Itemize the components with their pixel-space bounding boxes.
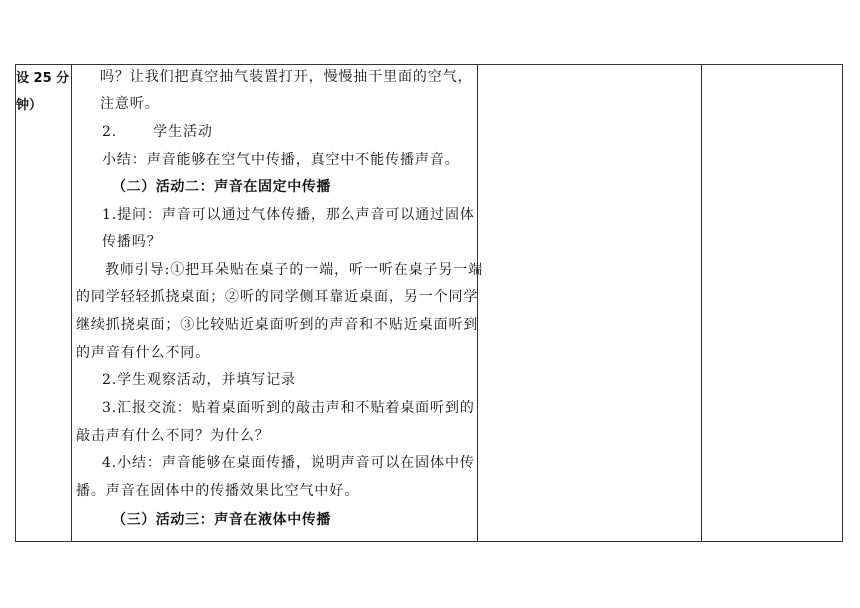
content-line: 小结：声音能够在空气中传播，真空中不能传播声音。 (102, 152, 460, 168)
content-line: 1.提问：声音可以通过气体传播，那么声音可以通过固体 (102, 207, 475, 223)
content-line: 继续抓挠桌面；③比较贴近桌面听到的声音和不贴近桌面听到 (76, 317, 479, 333)
table-row (16, 65, 843, 542)
content-line: 敲击声有什么不同？为什么？ (76, 428, 270, 444)
time-cell (16, 65, 72, 542)
content-line: 的同学轻轻抓挠桌面；②听的同学侧耳靠近桌面，另一个同学 (76, 289, 479, 305)
empty-cell (478, 65, 702, 542)
section-heading: （三）活动三：声音在液体中传播 (112, 512, 331, 528)
content-line: 吗？让我们把真空抽气装置打开，慢慢抽干里面的空气， (100, 69, 473, 85)
section-heading: （二）活动二：声音在固定中传播 (112, 179, 331, 195)
empty-cell (702, 65, 843, 542)
content-line: 注意听。 (100, 96, 160, 112)
content-line (102, 123, 213, 141)
content-line: 播。声音在固体中的传播效果比空气中好。 (76, 483, 360, 499)
time-cell-line-2: 钟） (16, 98, 43, 113)
item-number: 2. (102, 124, 118, 140)
content-line: 传播吗？ (102, 234, 162, 250)
time-cell-line-1: 设 25 分 (16, 71, 70, 86)
content-line: 2.学生观察活动，并填写记录 (102, 372, 296, 388)
content-line: 4.小结：声音能够在桌面传播，说明声音可以在固体中传 (102, 455, 475, 471)
content-line: 3.汇报交流：贴着桌面听到的敲击声和不贴着桌面听到的 (102, 400, 475, 416)
lesson-plan-table (15, 64, 843, 542)
item-text: 学生活动 (153, 124, 213, 140)
content-line: 教师引导:①把耳朵贴在桌子的一端，听一听在桌子另一端 (105, 262, 484, 278)
process-cell (72, 65, 484, 542)
content-line: 的声音有什么不同。 (76, 345, 211, 361)
